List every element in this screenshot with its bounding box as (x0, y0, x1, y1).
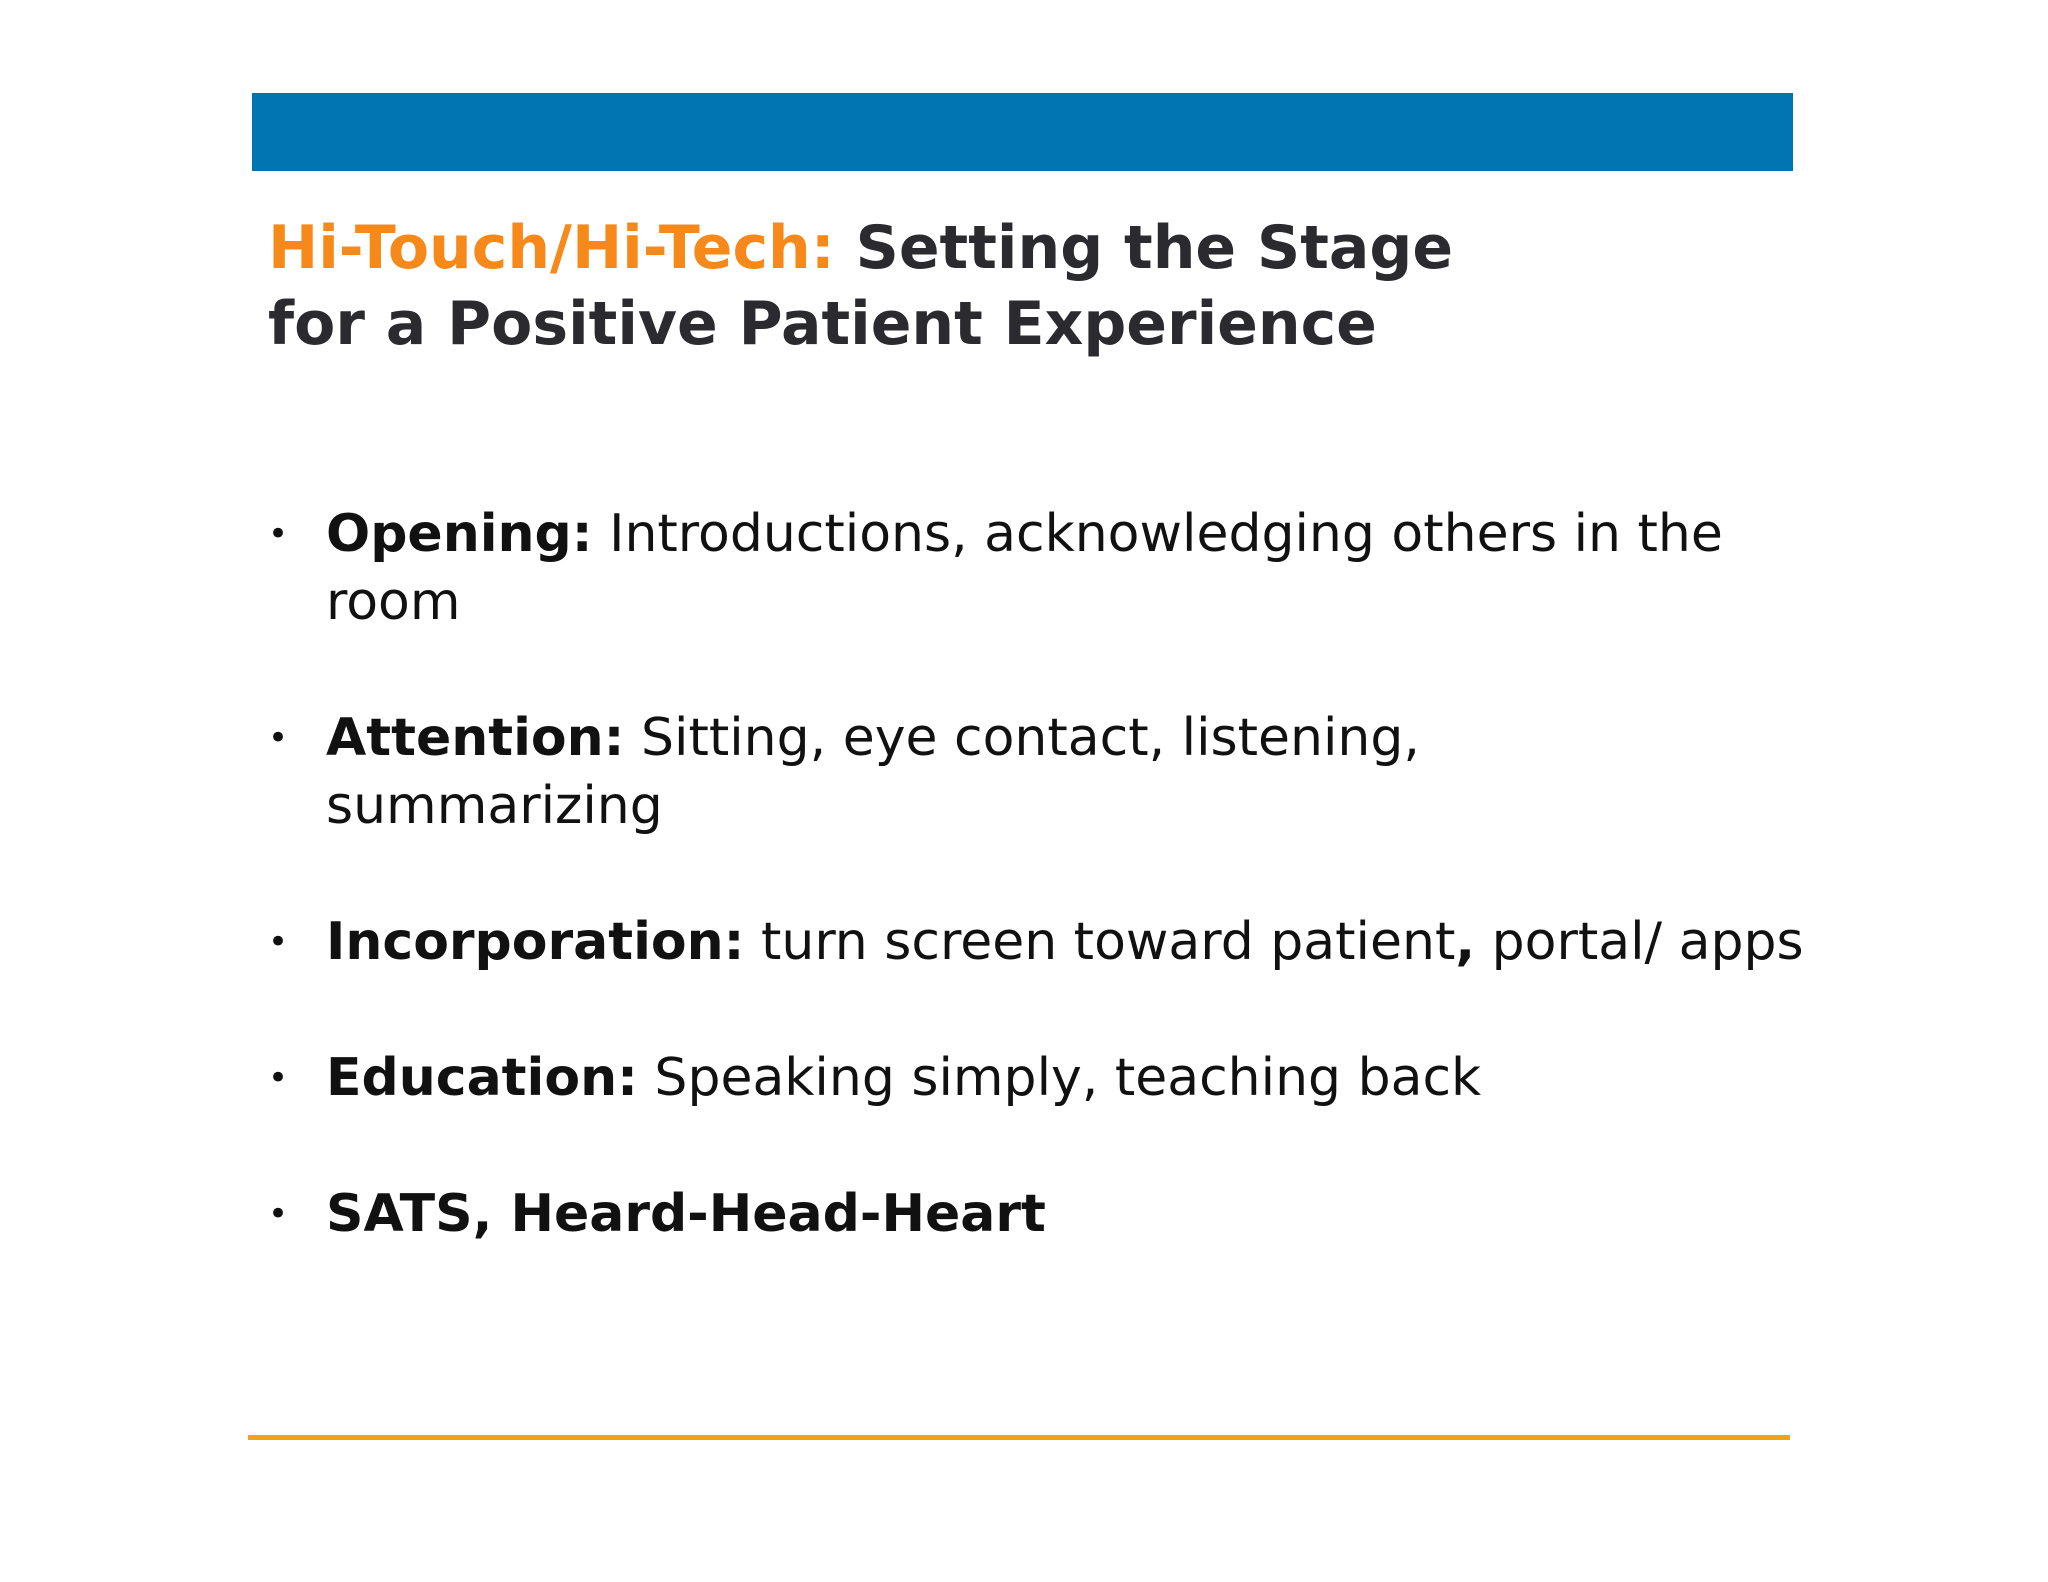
bullet-text: Introductions, acknowledging others in the room (326, 504, 1723, 632)
title-rest: Setting the Stage (834, 213, 1454, 283)
title-accent: Hi-Touch/Hi-Tech: (268, 213, 835, 283)
top-banner-bar (252, 93, 1793, 171)
bullet-item-sats (268, 1180, 1828, 1248)
bullet-term: Opening: (326, 504, 593, 564)
bullet-term: Attention: (326, 708, 625, 768)
bullet-item-incorporation (268, 908, 1886, 976)
bullet-list (268, 500, 1828, 1316)
bullet-term: SATS, Heard-Head-Heart (326, 1184, 1046, 1244)
bullet-text-continued: portal/ apps (1475, 912, 1804, 972)
bullet-item-education (268, 1044, 1828, 1112)
bullet-item-opening (268, 500, 1846, 636)
bullet-dot: • (268, 1058, 289, 1098)
bullet-text: turn screen toward patient (744, 912, 1456, 972)
bullet-text: Speaking simply, teaching back (637, 1048, 1482, 1108)
title-line2: for a Positive Patient Experience (268, 289, 1377, 359)
bullet-dot: • (268, 514, 289, 554)
bullet-dot: • (268, 922, 289, 962)
bullet-item-attention (268, 704, 1616, 840)
bullet-dot: • (268, 718, 289, 758)
bullet-text: Sitting, eye contact, listening, summarizing (326, 708, 1420, 836)
bottom-divider-rule (248, 1435, 1790, 1440)
bullet-term: Education: (326, 1048, 638, 1108)
bullet-bold-comma: , (1455, 912, 1476, 972)
bullet-term: Incorporation: (326, 912, 745, 972)
bullet-dot: • (268, 1194, 289, 1234)
slide-title (268, 210, 1828, 362)
